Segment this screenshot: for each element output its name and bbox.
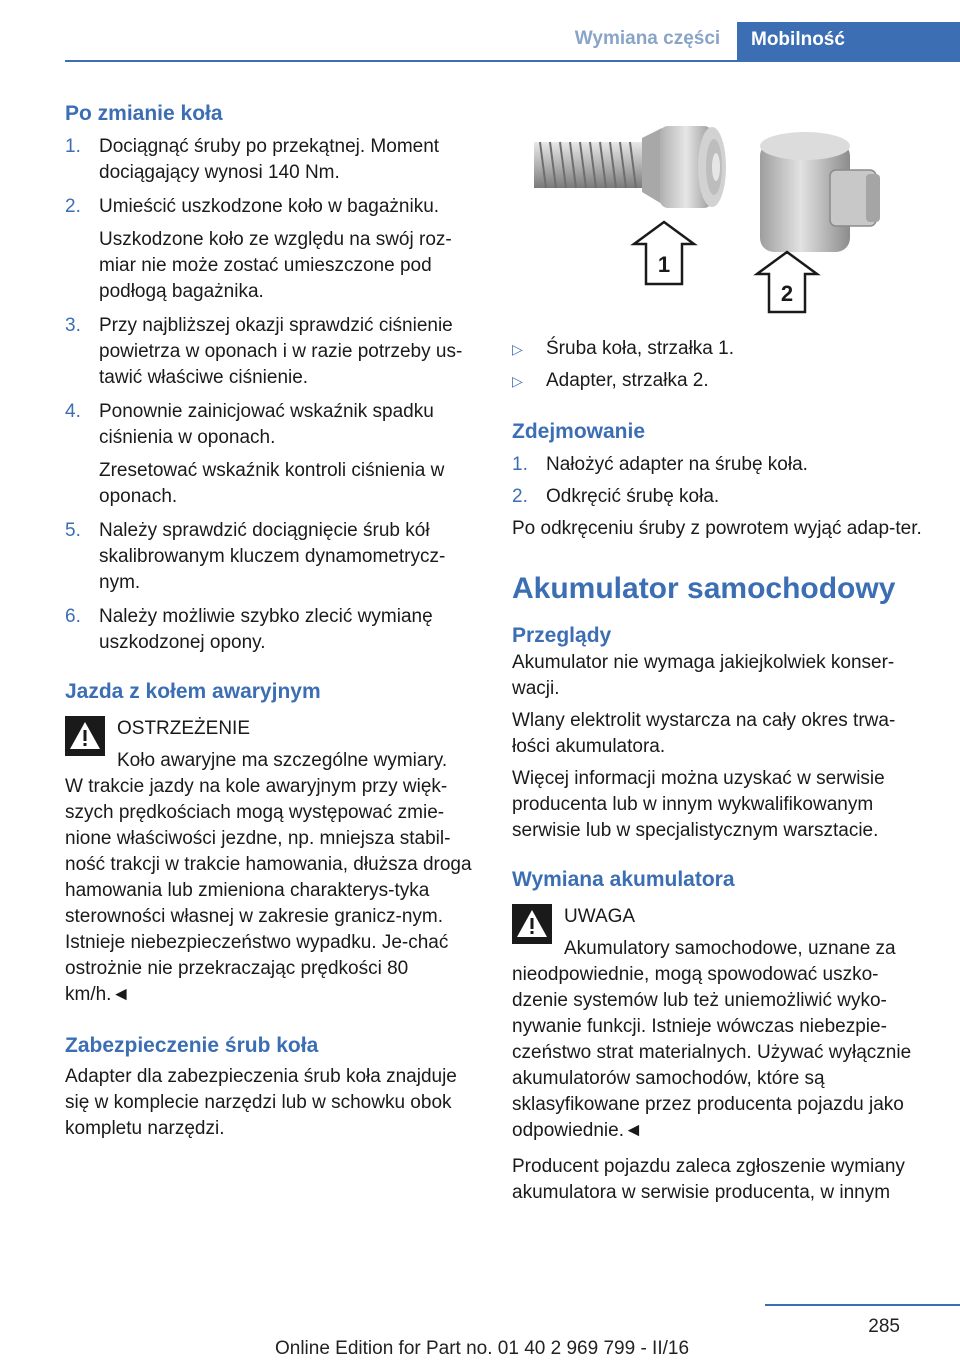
legend-text: Adapter, strzałka 2.	[546, 370, 709, 391]
battery-caution	[512, 904, 932, 1144]
inspection-heading: Przeglądy	[512, 624, 612, 647]
warning-text: W trakcie jazdy na kole awaryjnym przy więk‐szych prędkościach mogą występować zmie‐nione właściwości jezdne, np. mniejsza stabil‐ność trakcji w trakcie hamowania, dłuższa droga hamowania lub zmieniona charakterys‐tyka sterowności własnej w zakresie granicz‐nym. Istnieje niebezpieczeństwo wypadku. Je‐chać ostrożnie nie przekraczając prędkości 80 km/h.◄	[65, 776, 472, 1005]
step-text: Odkręcić śrubę koła.	[546, 486, 720, 507]
arrow-2	[757, 252, 817, 312]
step-number: 3.	[65, 315, 81, 336]
list-item	[65, 604, 475, 656]
edition-line: Online Edition for Part no. 01 40 2 969 799 - II/16	[274, 1338, 690, 1359]
removal-heading: Zdejmowanie	[512, 420, 646, 443]
page-number: 285	[868, 1316, 900, 1337]
legend-text: Śruba koła, strzałka 1.	[546, 338, 734, 359]
triangle-bullet-icon: ▷	[512, 373, 523, 389]
step-number: 1.	[65, 136, 81, 157]
step-subtext: Zresetować wskaźnik kontroli ciśnienia w oponach.	[99, 460, 445, 507]
header-chapter-tab: Mobilność	[737, 22, 960, 60]
after-change-heading: Po zmianie koła	[65, 102, 223, 125]
step-number: 5.	[65, 520, 81, 541]
warning-icon	[65, 716, 105, 756]
list-item	[512, 484, 932, 510]
emergency-warning	[65, 716, 475, 1008]
inspection-text-1: Akumulator nie wymaga jakiejkolwiek konser‐wacji.	[512, 652, 895, 699]
arrow-1	[634, 222, 694, 284]
arrow-1-label: 1	[657, 252, 671, 277]
battery-heading: Akumulator samochodowy	[512, 572, 896, 605]
step-number: 4.	[65, 401, 81, 422]
right-column	[512, 336, 932, 1206]
removal-steps	[512, 452, 932, 510]
emergency-heading: Jazda z kołem awaryjnym	[65, 680, 321, 703]
header-section-title: Wymiana części	[574, 28, 721, 49]
bolt-shaft	[534, 142, 644, 188]
adapter	[760, 132, 880, 252]
replace-heading: Wymiana akumulatora	[512, 868, 735, 891]
bolt-head	[642, 126, 726, 208]
warning-label: OSTRZEŻENIE	[117, 718, 251, 739]
warning-icon	[512, 904, 552, 944]
header-rule	[65, 60, 960, 62]
list-item	[65, 399, 475, 510]
step-text: Umieścić uszkodzone koło w bagażniku.	[99, 196, 440, 217]
inspection-text-2: Wlany elektrolit wystarcza na cały okres trwa‐łości akumulatora.	[512, 710, 896, 757]
step-subtext: Uszkodzone koło ze względu na swój roz‐miar nie może zostać umieszczone pod podłogą bagażnika.	[99, 229, 452, 302]
list-item	[65, 194, 475, 305]
step-text: Ponownie zainicjować wskaźnik spadku ciśnienia w oponach.	[99, 401, 434, 448]
arrow-2-label: 2	[780, 281, 794, 306]
lock-text: Adapter dla zabezpieczenia śrub koła znajduje się w komplecie narzędzi lub w schowku obok kompletu narzędzi.	[65, 1066, 457, 1139]
step-number: 2.	[512, 486, 528, 507]
list-item	[512, 336, 932, 362]
step-text: Przy najbliższej okazji sprawdzić ciśnienie powietrza w oponach i w razie potrzeby us‐tawić właściwe ciśnienie.	[99, 315, 463, 388]
step-text: Nałożyć adapter na śrubę koła.	[546, 454, 808, 475]
footer-rule	[765, 1304, 960, 1306]
figure-legend	[512, 336, 932, 394]
warning-first-line: Koło awaryjne ma szczególne wymiary.	[117, 750, 448, 771]
step-number: 1.	[512, 454, 528, 475]
after-change-steps	[65, 134, 475, 656]
removal-after-text: Po odkręceniu śruby z powrotem wyjąć adap‐ter.	[512, 518, 922, 539]
inspection-text-3: Więcej informacji można uzyskać w serwisie producenta lub w innym wykwalifikowanym serwisie lub w specjalistycznym warsztacie.	[512, 768, 885, 841]
left-column	[65, 100, 475, 1142]
triangle-bullet-icon: ▷	[512, 341, 523, 357]
list-item	[512, 452, 932, 478]
step-text: Należy sprawdzić dociągnięcie śrub kół skalibrowanym kluczem dynamometrycz‐nym.	[99, 520, 446, 593]
list-item	[65, 313, 475, 391]
list-item	[512, 368, 932, 394]
step-text: Dociągnąć śruby po przekątnej. Moment dociągający wynosi 140 Nm.	[99, 136, 440, 183]
list-item	[65, 134, 475, 186]
battery-final-text: Producent pojazdu zaleca zgłoszenie wymiany akumulatora w serwisie producenta, w innym	[512, 1156, 905, 1203]
lock-heading: Zabezpieczenie śrub koła	[65, 1034, 319, 1057]
wheel-bolt-figure	[512, 112, 922, 324]
step-number: 6.	[65, 606, 81, 627]
list-item	[65, 518, 475, 596]
step-text: Należy możliwie szybko zlecić wymianę uszkodzonej opony.	[99, 606, 433, 653]
step-number: 2.	[65, 196, 81, 217]
caution-text: Akumulatory samochodowe, uznane za nieodpowiednie, mogą spowodować uszko‐dzenie systemów lub też uniemożliwić wyko‐nywanie funkcji. Istnieje wówczas niebezpie‐czeństwo strat materialnych. Używać wyłącznie akumulatorów samochodów, które są sklasyfikowane przez producenta pojazdu jako odpowiednie.◄	[512, 938, 912, 1141]
caution-label: UWAGA	[564, 906, 636, 927]
